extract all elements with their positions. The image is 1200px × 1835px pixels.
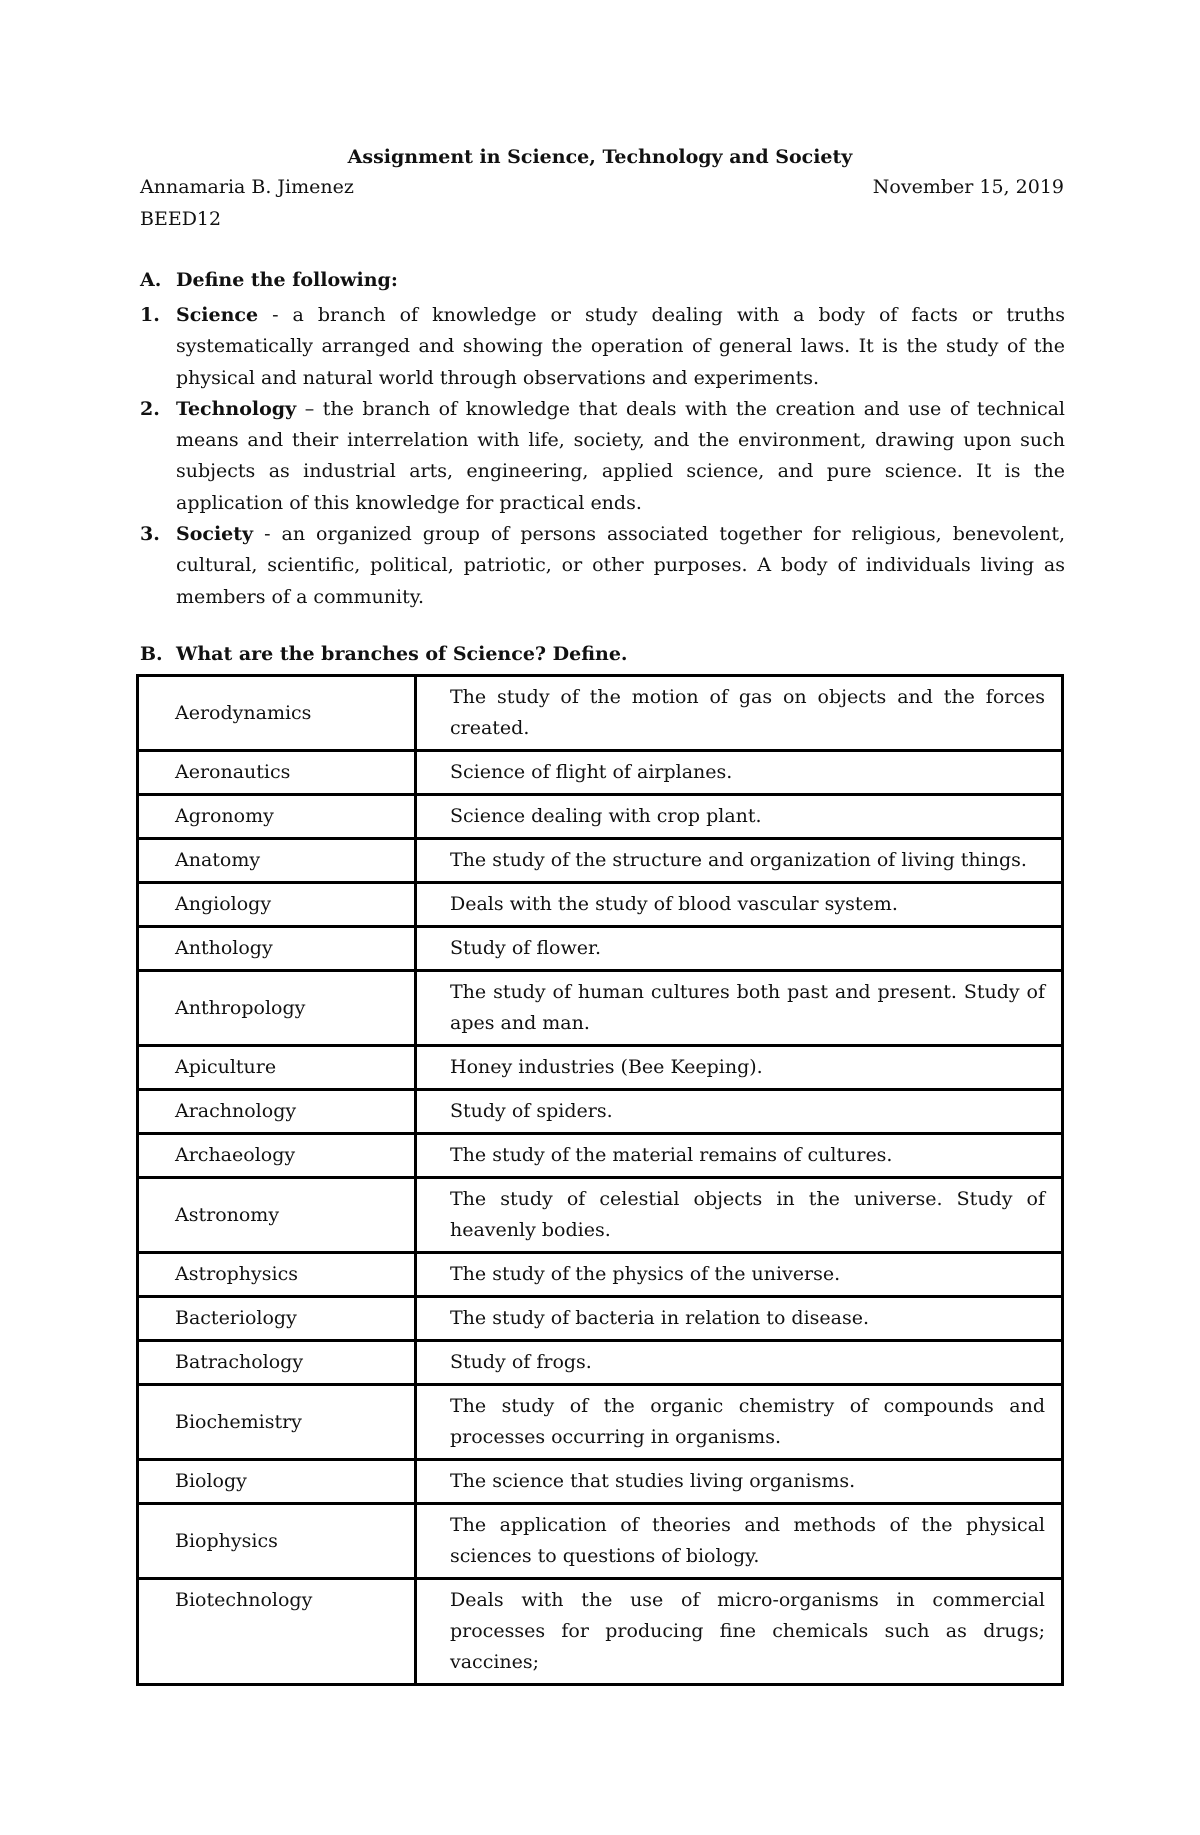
branch-definition: Study of flower. (416, 927, 1063, 971)
definition-list (140, 300, 1065, 613)
branch-name: Anthropology (138, 971, 416, 1046)
section-b-letter: B. (140, 643, 163, 665)
item-number: 3. (140, 523, 160, 546)
table-row (138, 927, 1063, 971)
table-row (138, 839, 1063, 883)
table-row (138, 971, 1063, 1046)
table-row (138, 1579, 1063, 1685)
branch-name: Archaeology (138, 1134, 416, 1178)
branch-definition: The study of the physics of the universe. (416, 1253, 1063, 1297)
section-b-heading (140, 643, 628, 665)
table-row (138, 1385, 1063, 1460)
section-b-title: What are the branches of Science? Define. (176, 643, 628, 665)
date: November 15, 2019 (872, 176, 1064, 198)
branches-table (136, 674, 1064, 1686)
term-definition: - a branch of knowledge or study dealing with a body of facts or truths systematically arranged and showing the operation of general laws. It is the study of the physical and natural world through observations and experiments. (176, 304, 1065, 389)
definition-item (140, 519, 1065, 613)
table-row (138, 1297, 1063, 1341)
definition-item (140, 394, 1065, 519)
branch-name: Astrophysics (138, 1253, 416, 1297)
branch-name: Bacteriology (138, 1297, 416, 1341)
table-row (138, 1046, 1063, 1090)
author-name: Annamaria B. Jimenez (140, 176, 354, 198)
branch-definition: The study of the structure and organization of living things. (416, 839, 1063, 883)
branch-name: Biotechnology (138, 1579, 416, 1685)
definition-item (140, 300, 1065, 394)
course: BEED12 (140, 208, 222, 230)
section-a-letter: A. (140, 269, 162, 291)
branch-definition: The study of bacteria in relation to disease. (416, 1297, 1063, 1341)
branch-name: Anthology (138, 927, 416, 971)
item-number: 2. (140, 397, 160, 420)
branch-definition: Deals with the use of micro-organisms in commercial processes for producing fine chemicals such as drugs; vaccines; (416, 1579, 1063, 1685)
branch-definition: Science of flight of airplanes. (416, 751, 1063, 795)
branch-name: Aerodynamics (138, 676, 416, 751)
term: Technology (176, 397, 297, 420)
branch-name: Batrachology (138, 1341, 416, 1385)
branch-definition: The study of the organic chemistry of compounds and processes occurring in organisms. (416, 1385, 1063, 1460)
item-number: 1. (140, 304, 160, 326)
table-row (138, 1134, 1063, 1178)
term: Society (176, 523, 254, 546)
table-row (138, 1178, 1063, 1253)
branch-definition: The study of celestial objects in the universe. Study of heavenly bodies. (416, 1178, 1063, 1253)
term-definition: - an organized group of persons associated together for religious, benevolent, cultural, scientific, political, patriotic, or other purposes. A body of individuals living as members of a community. (176, 523, 1065, 608)
branch-name: Astronomy (138, 1178, 416, 1253)
branch-definition: Study of frogs. (416, 1341, 1063, 1385)
branch-definition: The study of human cultures both past and present. Study of apes and man. (416, 971, 1063, 1046)
branch-name: Anatomy (138, 839, 416, 883)
term: Science (176, 304, 259, 326)
table-row (138, 883, 1063, 927)
branch-definition: The science that studies living organisms. (416, 1460, 1063, 1504)
branch-name: Biochemistry (138, 1385, 416, 1460)
term-definition: – the branch of knowledge that deals with the creation and use of technical means and their interrelation with life, society, and the environment, drawing upon such subjects as industrial arts, engineering, applied science, and pure science. It is the application of this knowledge for practical ends. (176, 397, 1065, 514)
branch-definition: The application of theories and methods of the physical sciences to questions of biology. (416, 1504, 1063, 1579)
table-row (138, 1341, 1063, 1385)
branch-definition: The study of the motion of gas on objects and the forces created. (416, 676, 1063, 751)
table-row (138, 1090, 1063, 1134)
branch-definition: Study of spiders. (416, 1090, 1063, 1134)
branch-name: Angiology (138, 883, 416, 927)
branch-definition: The study of the material remains of cultures. (416, 1134, 1063, 1178)
branch-name: Biophysics (138, 1504, 416, 1579)
section-a-title: Define the following: (176, 269, 398, 291)
section-a-heading (140, 269, 398, 291)
branch-name: Aeronautics (138, 751, 416, 795)
table-row (138, 751, 1063, 795)
branch-definition: Science dealing with crop plant. (416, 795, 1063, 839)
branch-name: Agronomy (138, 795, 416, 839)
table-row (138, 1504, 1063, 1579)
branch-name: Arachnology (138, 1090, 416, 1134)
table-row (138, 1460, 1063, 1504)
branch-definition: Honey industries (Bee Keeping). (416, 1046, 1063, 1090)
branch-name: Apiculture (138, 1046, 416, 1090)
branch-name: Biology (138, 1460, 416, 1504)
page-title: Assignment in Science, Technology and Society (347, 146, 853, 168)
branch-definition: Deals with the study of blood vascular system. (416, 883, 1063, 927)
table-row (138, 1253, 1063, 1297)
table-row (138, 795, 1063, 839)
table-row (138, 676, 1063, 751)
